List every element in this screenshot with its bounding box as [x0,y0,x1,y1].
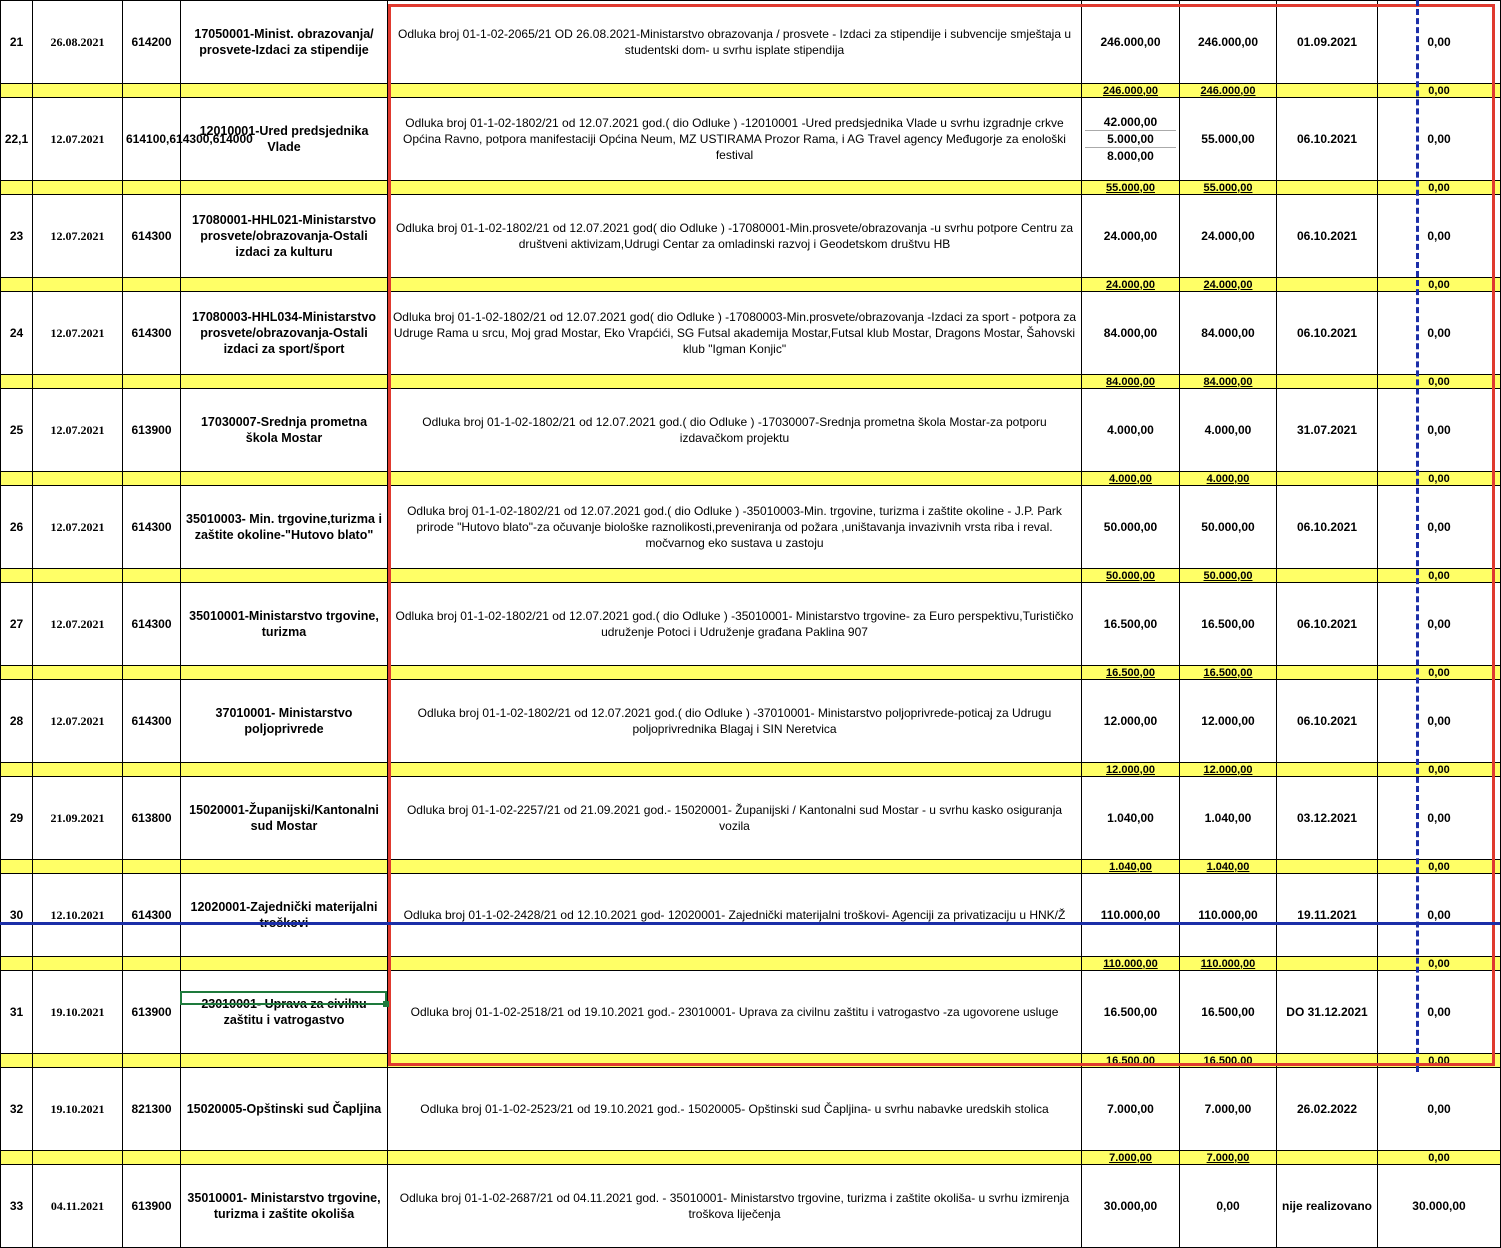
subtotal-value: 246.000,00 [1102,84,1159,97]
subtotal-empty-cell[interactable] [123,860,181,874]
subtotal-paid-cell[interactable] [1180,666,1277,680]
subtotal-empty-cell[interactable] [123,957,181,971]
account-code-cell[interactable]: 614100,614300,614000 [123,98,181,181]
row-number-cell[interactable]: 29 [1,777,33,860]
decision-description-cell[interactable]: Odluka broj 01-1-02-1802/21 od 12.07.2021 god.( dio Odluke ) -12010001 -Ured predsjednika Vlade u svrhu izgradnje crkve Općina Ravno, potpora manifestaciji Općina Neum, MZ USTIRAMA Prozor Rama, i AG Travel agency Međugorje za enološki festival [388,98,1082,181]
budget-unit-cell[interactable]: 37010001- Ministarstvo poljoprivrede [181,680,388,763]
subtotal-empty-cell[interactable] [181,763,388,777]
subtotal-empty-cell[interactable] [181,957,388,971]
subtotal-empty-cell[interactable] [1,84,33,98]
subtotal-row [1,181,1501,195]
subtotal-amount-cell[interactable] [1082,84,1180,98]
subtotal-remaining-cell[interactable]: 0,00 [1378,569,1501,583]
subtotal-empty-cell[interactable] [123,375,181,389]
subtotal-value: 16.500,00 [1203,666,1253,679]
remaining-cell[interactable]: 0,00 [1378,486,1501,569]
subtotal-row [1,84,1501,98]
subtotal-empty-cell[interactable] [33,84,123,98]
row-number-cell[interactable]: 21 [1,1,33,84]
amount-cell[interactable] [1082,98,1180,181]
subtotal-empty-cell[interactable] [1277,84,1378,98]
date-cell[interactable]: 12.07.2021 [33,680,123,763]
subtotal-value: 16.500,00 [1203,1054,1253,1067]
subtotal-empty-cell[interactable] [123,763,181,777]
subtotal-empty-cell[interactable] [33,375,123,389]
subtotal-empty-cell[interactable] [1,278,33,292]
subtotal-amount-cell[interactable] [1082,1054,1180,1068]
subtotal-amount-cell[interactable] [1082,1151,1180,1165]
subtotal-value: 7.000,00 [1109,1151,1152,1164]
due-date-cell[interactable]: 06.10.2021 [1277,98,1378,181]
subtotal-empty-cell[interactable] [388,278,1082,292]
subtotal-empty-cell[interactable] [33,569,123,583]
table-row [1,389,1501,472]
subtotal-empty-cell[interactable] [181,472,388,486]
row-number-cell[interactable]: 25 [1,389,33,472]
due-date-cell[interactable]: nije realizovano [1277,1165,1378,1248]
subtotal-amount-cell[interactable] [1082,569,1180,583]
remaining-cell[interactable]: 0,00 [1378,874,1501,957]
subtotal-empty-cell[interactable] [1,569,33,583]
subtotal-empty-cell[interactable] [33,957,123,971]
subtotal-value: 50.000,00 [1106,569,1155,582]
amount-cell[interactable]: 7.000,00 [1082,1068,1180,1151]
subtotal-empty-cell[interactable] [1,957,33,971]
subtotal-empty-cell[interactable] [33,1054,123,1068]
subtotal-value: 16.500,00 [1106,666,1155,679]
paid-amount-cell[interactable]: 1.040,00 [1180,777,1277,860]
decision-description-cell[interactable]: Odluka broj 01-1-02-2428/21 od 12.10.2021 god- 12020001- Zajednički materijalni troškovi- Agenciji za privatizaciju u HNK/Ž [388,874,1082,957]
due-date-cell[interactable]: 19.11.2021 [1277,874,1378,957]
subtotal-remaining-cell[interactable]: 0,00 [1378,763,1501,777]
subtotal-empty-cell[interactable] [181,278,388,292]
subtotal-empty-cell[interactable] [1277,860,1378,874]
subtotal-amount-cell[interactable] [1082,763,1180,777]
amount-part: 5.000,00 [1085,131,1176,148]
subtotal-value: 1.040,00 [1109,860,1152,873]
subtotal-paid-cell[interactable] [1180,763,1277,777]
date-cell[interactable]: 12.07.2021 [33,98,123,181]
remaining-cell[interactable]: 0,00 [1378,971,1501,1054]
row-number-cell[interactable]: 26 [1,486,33,569]
subtotal-empty-cell[interactable] [123,1151,181,1165]
account-code-cell[interactable]: 614300 [123,486,181,569]
subtotal-value: 84.000,00 [1106,375,1155,388]
row-number-cell[interactable]: 30 [1,874,33,957]
subtotal-value: 12.000,00 [1203,763,1253,776]
subtotal-empty-cell[interactable] [388,375,1082,389]
subtotal-value: 7.000,00 [1206,1151,1250,1164]
amount-cell[interactable]: 4.000,00 [1082,389,1180,472]
amount-cell[interactable]: 30.000,00 [1082,1165,1180,1248]
subtotal-empty-cell[interactable] [1,666,33,680]
subtotal-remaining-cell[interactable]: 0,00 [1378,1054,1501,1068]
subtotal-remaining-cell[interactable]: 0,00 [1378,375,1501,389]
decision-description-cell[interactable]: Odluka broj 01-1-02-1802/21 od 12.07.2021 god( dio Odluke ) -17080001-Min.prosvete/obrazovanja -u svrhu potpore Centru za društveni aktivizam,Udrugi Centar za omladinski razvoj i Geodetskom društvu HB [388,195,1082,278]
subtotal-remaining-cell[interactable]: 0,00 [1378,957,1501,971]
amount-cell[interactable]: 16.500,00 [1082,583,1180,666]
subtotal-value: 24.000,00 [1106,278,1155,291]
table-row [1,874,1501,957]
subtotal-amount-cell[interactable] [1082,375,1180,389]
subtotal-empty-cell[interactable] [181,666,388,680]
subtotal-paid-cell[interactable] [1180,1054,1277,1068]
amount-cell[interactable]: 84.000,00 [1082,292,1180,375]
subtotal-empty-cell[interactable] [1277,957,1378,971]
paid-amount-cell[interactable]: 16.500,00 [1180,583,1277,666]
remaining-cell[interactable]: 30.000,00 [1378,1165,1501,1248]
budget-unit-cell[interactable]: 35010003- Min. trgovine,turizma i zaštite okoline-"Hutovo blato" [181,486,388,569]
subtotal-paid-cell[interactable] [1180,278,1277,292]
paid-amount-cell[interactable]: 246.000,00 [1180,1,1277,84]
subtotal-amount-cell[interactable] [1082,472,1180,486]
subtotal-value: 16.500,00 [1106,1054,1155,1067]
table-row [1,1,1501,84]
table-row [1,971,1501,1054]
amount-cell[interactable]: 24.000,00 [1082,195,1180,278]
remaining-cell[interactable]: 0,00 [1378,1068,1501,1151]
budget-unit-cell[interactable]: 12020001-Zajednički materijalni troškovi [181,874,388,957]
date-cell[interactable]: 12.10.2021 [33,874,123,957]
subtotal-amount-cell[interactable] [1082,278,1180,292]
due-date-cell[interactable]: 06.10.2021 [1277,583,1378,666]
subtotal-empty-cell[interactable] [388,472,1082,486]
due-date-cell[interactable]: 26.02.2022 [1277,1068,1378,1151]
subtotal-amount-cell[interactable] [1082,957,1180,971]
account-code-cell[interactable]: 614300 [123,874,181,957]
subtotal-remaining-cell[interactable]: 0,00 [1378,472,1501,486]
subtotal-row [1,278,1501,292]
table-row [1,195,1501,278]
remaining-cell[interactable]: 0,00 [1378,680,1501,763]
account-code-cell[interactable]: 614300 [123,583,181,666]
row-number-cell[interactable]: 28 [1,680,33,763]
subtotal-empty-cell[interactable] [1,1054,33,1068]
budget-unit-cell[interactable]: 23010001- Uprava za civilnu zaštitu i vatrogastvo [181,971,388,1054]
subtotal-empty-cell[interactable] [388,666,1082,680]
due-date-cell[interactable]: 03.12.2021 [1277,777,1378,860]
paid-amount-cell[interactable]: 50.000,00 [1180,486,1277,569]
subtotal-paid-cell[interactable] [1180,472,1277,486]
decision-description-cell[interactable]: Odluka broj 01-1-02-1802/21 od 12.07.2021 god.( dio Odluke ) -17030007-Srednja prometna škola Mostar-za potporu izdavačkom projektu [388,389,1082,472]
decision-description-cell[interactable]: Odluka broj 01-1-02-2687/21 od 04.11.2021 god. - 35010001- Ministarstvo trgovine, turizma i zaštite okoliša- u svrhu izmirenja troškova liječenja [388,1165,1082,1248]
subtotal-empty-cell[interactable] [1,181,33,195]
budget-unit-cell[interactable]: 35010001-Ministarstvo trgovine, turizma [181,583,388,666]
date-cell[interactable]: 21.09.2021 [33,777,123,860]
subtotal-remaining-cell[interactable]: 0,00 [1378,860,1501,874]
subtotal-value: 246.000,00 [1200,84,1256,97]
subtotal-empty-cell[interactable] [181,181,388,195]
due-date-cell[interactable]: 06.10.2021 [1277,195,1378,278]
paid-amount-cell[interactable]: 110.000,00 [1180,874,1277,957]
subtotal-amount-cell[interactable] [1082,181,1180,195]
remaining-cell[interactable]: 0,00 [1378,292,1501,375]
paid-amount-cell[interactable]: 7.000,00 [1180,1068,1277,1151]
budget-unit-cell[interactable]: 17050001-Minist. obrazovanja/ prosvete-Izdaci za stipendije [181,1,388,84]
budget-unit-cell[interactable]: 15020001-Županijski/Kantonalni sud Mostar [181,777,388,860]
paid-amount-cell[interactable]: 24.000,00 [1180,195,1277,278]
subtotal-paid-cell[interactable] [1180,375,1277,389]
subtotal-paid-cell[interactable] [1180,569,1277,583]
subtotal-paid-cell[interactable] [1180,860,1277,874]
subtotal-empty-cell[interactable] [33,666,123,680]
subtotal-value: 110.000,00 [1103,957,1158,970]
subtotal-row [1,763,1501,777]
remaining-cell[interactable]: 0,00 [1378,1,1501,84]
subtotal-row [1,666,1501,680]
decision-description-cell[interactable]: Odluka broj 01-1-02-2518/21 od 19.10.2021 god.- 23010001- Uprava za civilnu zaštitu i vatrogastvo -za ugovorene usluge [388,971,1082,1054]
table-row [1,777,1501,860]
subtotal-empty-cell[interactable] [388,181,1082,195]
budget-unit-cell[interactable]: 17030007-Srednja prometna škola Mostar [181,389,388,472]
subtotal-empty-cell[interactable] [388,763,1082,777]
amount-cell[interactable]: 246.000,00 [1082,1,1180,84]
account-code-cell[interactable]: 613800 [123,777,181,860]
subtotal-remaining-cell[interactable]: 0,00 [1378,181,1501,195]
subtotal-row [1,375,1501,389]
row-number-cell[interactable]: 31 [1,971,33,1054]
subtotal-paid-cell[interactable] [1180,84,1277,98]
account-code-cell[interactable]: 613900 [123,389,181,472]
subtotal-empty-cell[interactable] [123,666,181,680]
subtotal-empty-cell[interactable] [181,860,388,874]
subtotal-empty-cell[interactable] [123,84,181,98]
subtotal-row [1,569,1501,583]
amount-cell[interactable]: 50.000,00 [1082,486,1180,569]
subtotal-empty-cell[interactable] [181,84,388,98]
paid-amount-cell[interactable]: 12.000,00 [1180,680,1277,763]
subtotal-empty-cell[interactable] [123,1054,181,1068]
subtotal-paid-cell[interactable] [1180,181,1277,195]
table-row [1,1165,1501,1248]
subtotal-paid-cell[interactable] [1180,1151,1277,1165]
budget-unit-cell[interactable]: 12010001-Ured predsjednika Vlade [181,98,388,181]
paid-amount-cell[interactable]: 4.000,00 [1180,389,1277,472]
subtotal-empty-cell[interactable] [181,569,388,583]
remaining-cell[interactable]: 0,00 [1378,777,1501,860]
account-code-cell[interactable]: 613900 [123,1165,181,1248]
date-cell[interactable]: 12.07.2021 [33,195,123,278]
account-code-cell[interactable]: 614300 [123,680,181,763]
due-date-cell[interactable]: 01.09.2021 [1277,1,1378,84]
subtotal-empty-cell[interactable] [1277,666,1378,680]
subtotal-remaining-cell[interactable]: 0,00 [1378,84,1501,98]
subtotal-empty-cell[interactable] [181,1151,388,1165]
subtotal-empty-cell[interactable] [388,860,1082,874]
decision-description-cell[interactable]: Odluka broj 01-1-02-1802/21 od 12.07.2021 god.( dio Odluke ) -37010001- Ministarstvo poljoprivrede-poticaj za Udrugu poljoprivrednika Blagaj i SIN Neretvica [388,680,1082,763]
subtotal-empty-cell[interactable] [1277,472,1378,486]
account-code-cell[interactable]: 614300 [123,195,181,278]
account-code-cell[interactable]: 614200 [123,1,181,84]
due-date-cell[interactable]: 06.10.2021 [1277,292,1378,375]
budget-unit-cell[interactable]: 17080003-HHL034-Ministarstvo prosvete/obrazovanja-Ostali izdaci za sport/šport [181,292,388,375]
date-cell[interactable]: 12.07.2021 [33,486,123,569]
row-number-cell[interactable]: 23 [1,195,33,278]
row-number-cell[interactable]: 24 [1,292,33,375]
row-number-cell[interactable]: 22,1 [1,98,33,181]
subtotal-empty-cell[interactable] [123,181,181,195]
decision-description-cell[interactable]: Odluka broj 01-1-02-2257/21 od 21.09.2021 god.- 15020001- Županijski / Kantonalni sud Mostar - u svrhu kasko osiguranja vozila [388,777,1082,860]
table-row [1,583,1501,666]
date-cell[interactable]: 19.10.2021 [33,971,123,1054]
amount-part: 8.000,00 [1107,149,1154,163]
date-cell[interactable]: 12.07.2021 [33,292,123,375]
subtotal-value: 24.000,00 [1203,278,1253,291]
subtotal-value: 4.000,00 [1206,472,1250,485]
subtotal-row [1,860,1501,874]
subtotal-empty-cell[interactable] [1277,763,1378,777]
subtotal-empty-cell[interactable] [123,569,181,583]
amount-part: 42.000,00 [1085,114,1176,131]
amount-cell[interactable]: 110.000,00 [1082,874,1180,957]
due-date-cell[interactable]: 06.10.2021 [1277,680,1378,763]
date-cell[interactable]: 04.11.2021 [33,1165,123,1248]
subtotal-empty-cell[interactable] [1277,569,1378,583]
subtotal-empty-cell[interactable] [123,278,181,292]
decision-description-cell[interactable]: Odluka broj 01-1-02-1802/21 od 12.07.2021 god.( dio Odluke ) -35010003-Min. trgovine, turizma i zaštite okoline - J.P. Park prirode "Hutovo blato"-za očuvanje biološke raznolikosti,preveniranja od požara ,uništavanja invazivnih vrsta riba i reval. močvarnog eko sustava u zastoju [388,486,1082,569]
budget-unit-cell[interactable]: 17080001-HHL021-Ministarstvo prosvete/obrazovanja-Ostali izdaci za kulturu [181,195,388,278]
subtotal-value: 55.000,00 [1106,181,1155,194]
account-code-cell[interactable]: 613900 [123,971,181,1054]
subtotal-paid-cell[interactable] [1180,957,1277,971]
subtotal-empty-cell[interactable] [388,84,1082,98]
subtotal-empty-cell[interactable] [388,1151,1082,1165]
budget-unit-cell[interactable]: 15020005-Opštinski sud Čapljina [181,1068,388,1151]
row-number-cell[interactable]: 27 [1,583,33,666]
subtotal-empty-cell[interactable] [1,1151,33,1165]
decision-description-cell[interactable]: Odluka broj 01-1-02-1802/21 od 12.07.2021 god( dio Odluke ) -17080003-Min.prosvete/obrazovanja -Izdaci za sport - potpora za Udruge Rama u srcu, Moj grad Mostar, Eko Vrapćići, SG Futsal akademija Mostar,Futsal klub Mostar, Dragons Mostar, Šahovski klub "Igman Konjic" [388,292,1082,375]
subtotal-empty-cell[interactable] [1277,1054,1378,1068]
subtotal-empty-cell[interactable] [33,860,123,874]
subtotal-empty-cell[interactable] [33,763,123,777]
date-cell[interactable]: 12.07.2021 [33,583,123,666]
subtotal-empty-cell[interactable] [388,569,1082,583]
remaining-cell[interactable]: 0,00 [1378,583,1501,666]
amount-cell[interactable]: 16.500,00 [1082,971,1180,1054]
subtotal-row [1,472,1501,486]
subtotal-empty-cell[interactable] [388,957,1082,971]
subtotal-empty-cell[interactable] [33,472,123,486]
subtotal-amount-cell[interactable] [1082,860,1180,874]
remaining-cell[interactable]: 0,00 [1378,195,1501,278]
subtotal-empty-cell[interactable] [1,860,33,874]
date-cell[interactable]: 19.10.2021 [33,1068,123,1151]
decision-description-cell[interactable]: Odluka broj 01-1-02-1802/21 od 12.07.2021 god.( dio Odluke ) -35010001- Ministarstvo trgovine- za Euro perspektivu,Turističko udruženje Potoci i Udruženje građana Paklina 907 [388,583,1082,666]
subtotal-remaining-cell[interactable]: 0,00 [1378,278,1501,292]
subtotal-value: 84.000,00 [1203,375,1253,388]
subtotal-empty-cell[interactable] [1,375,33,389]
decision-description-cell[interactable]: Odluka broj 01-1-02-2523/21 od 19.10.2021 god.- 15020005- Opštinski sud Čapljina- u svrhu nabavke uredskih stolica [388,1068,1082,1151]
subtotal-empty-cell[interactable] [123,472,181,486]
account-code-cell[interactable]: 614300 [123,292,181,375]
amount-cell[interactable]: 1.040,00 [1082,777,1180,860]
table-row [1,1068,1501,1151]
subtotal-empty-cell[interactable] [33,181,123,195]
due-date-cell[interactable]: DO 31.12.2021 [1277,971,1378,1054]
row-number-cell[interactable]: 32 [1,1068,33,1151]
subtotal-empty-cell[interactable] [181,375,388,389]
subtotal-remaining-cell[interactable]: 0,00 [1378,666,1501,680]
subtotal-empty-cell[interactable] [1277,375,1378,389]
subtotal-empty-cell[interactable] [33,278,123,292]
due-date-cell[interactable]: 31.07.2021 [1277,389,1378,472]
remaining-cell[interactable]: 0,00 [1378,389,1501,472]
subtotal-value: 55.000,00 [1203,181,1253,194]
date-cell[interactable]: 26.08.2021 [33,1,123,84]
subtotal-empty-cell[interactable] [1277,278,1378,292]
subtotal-empty-cell[interactable] [33,1151,123,1165]
budget-unit-cell[interactable]: 35010001- Ministarstvo trgovine, turizma i zaštite okoliša [181,1165,388,1248]
table-row [1,486,1501,569]
subtotal-empty-cell[interactable] [388,1054,1082,1068]
subtotal-value: 4.000,00 [1109,472,1152,485]
paid-amount-cell[interactable]: 0,00 [1180,1165,1277,1248]
paid-amount-cell[interactable]: 16.500,00 [1180,971,1277,1054]
table-row [1,680,1501,763]
remaining-cell[interactable]: 0,00 [1378,98,1501,181]
subtotal-empty-cell[interactable] [1277,181,1378,195]
paid-amount-cell[interactable]: 84.000,00 [1180,292,1277,375]
decision-description-cell[interactable]: Odluka broj 01-1-02-2065/21 OD 26.08.2021-Ministarstvo obrazovanja / prosvete - Izdaci za stipendije i subvencije smještaja u studentski dom- u svrhu isplate stipendija [388,1,1082,84]
table-row [1,292,1501,375]
subtotal-amount-cell[interactable] [1082,666,1180,680]
paid-amount-cell[interactable]: 55.000,00 [1180,98,1277,181]
account-code-cell[interactable]: 821300 [123,1068,181,1151]
amount-cell[interactable]: 12.000,00 [1082,680,1180,763]
subtotal-empty-cell[interactable] [1277,1151,1378,1165]
subtotal-empty-cell[interactable] [1,472,33,486]
row-number-cell[interactable]: 33 [1,1165,33,1248]
subtotal-value: 12.000,00 [1106,763,1155,776]
subtotal-row [1,1151,1501,1165]
due-date-cell[interactable]: 06.10.2021 [1277,486,1378,569]
subtotal-value: 110.000,00 [1200,957,1256,970]
date-cell[interactable]: 12.07.2021 [33,389,123,472]
subtotal-value: 50.000,00 [1203,569,1253,582]
subtotal-value: 1.040,00 [1206,860,1250,873]
subtotal-row [1,957,1501,971]
table-row [1,98,1501,181]
subtotal-row [1,1054,1501,1068]
subtotal-empty-cell[interactable] [181,1054,388,1068]
subtotal-remaining-cell[interactable]: 0,00 [1378,1151,1501,1165]
subtotal-empty-cell[interactable] [1,763,33,777]
